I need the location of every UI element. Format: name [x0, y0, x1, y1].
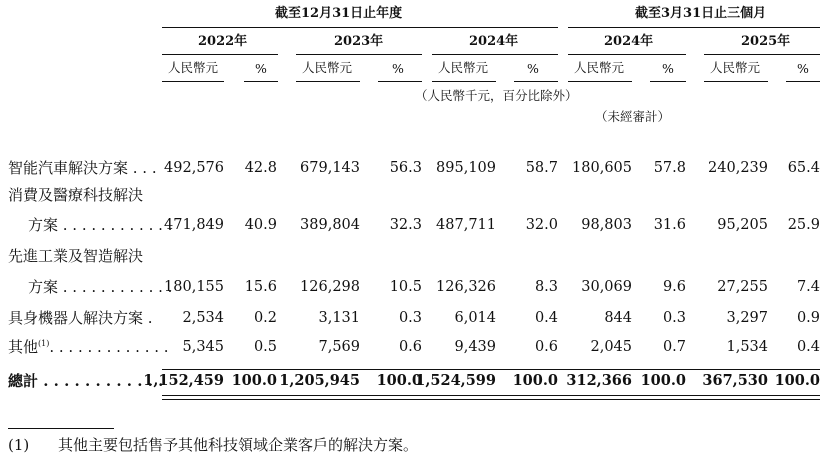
- rule-unit-2025q: [704, 81, 768, 82]
- cell-row0-2023-pct: 56.3: [389, 160, 422, 176]
- footnote-text: 其他主要包括售予其他科技領域企業客戶的解決方案。: [58, 436, 419, 454]
- rule-unit-2024q: [568, 81, 632, 82]
- cell-row0-2024q-pct: 57.8: [653, 160, 686, 176]
- cell-row4-2022-pct: 0.5: [253, 339, 277, 355]
- total-top-rule: [162, 369, 820, 370]
- pct-label-2025q: %: [797, 61, 809, 76]
- cell-row2-2024q-amount: 30,069: [581, 279, 632, 295]
- unit-label-2023: 人民幣元: [302, 60, 353, 75]
- row-label-robotics: 具身機器人解決方案 .: [8, 309, 153, 327]
- cell-row1-2025q-pct: 25.9: [787, 217, 820, 233]
- year-2024-quarter: 2024年: [604, 34, 654, 49]
- cell-row4-2025q-amount: 1,534: [726, 339, 768, 355]
- row-label-consumer-medical: 消費及醫療科技解決: [8, 186, 144, 204]
- total-bottom-double-rule: [162, 395, 820, 400]
- cell-row0-2024q-amount: 180,605: [572, 160, 632, 176]
- rule-year-2024-annual: [432, 54, 558, 55]
- header-quarter-group: 截至3月31日止三個月: [635, 6, 767, 21]
- cell-row2-2022-amount: 180,155: [164, 279, 224, 295]
- rule-year-2024-quarter: [568, 54, 686, 55]
- cell-total-2024-pct: 100.0: [512, 372, 558, 389]
- cell-total-2025q-pct: 100.0: [774, 372, 820, 389]
- rule-pct-2024q: [650, 81, 686, 82]
- year-2022: 2022年: [198, 34, 248, 49]
- pct-label-2024q: %: [662, 61, 674, 76]
- rule-year-2025-quarter: [704, 54, 820, 55]
- unit-note: （人民幣千元，百分比除外）: [415, 88, 578, 103]
- row-label-consumer-medical-cont: 方案 . . . . . . . . . . . .: [28, 216, 173, 234]
- row-label-other: [8, 340, 169, 355]
- year-2025-quarter: 2025年: [741, 34, 791, 49]
- cell-row0-2023-amount: 679,143: [300, 160, 360, 176]
- cell-row0-2024-pct: 58.7: [525, 160, 558, 176]
- cell-row4-2025q-pct: 0.4: [796, 339, 820, 355]
- year-2024-annual: 2024年: [469, 34, 519, 49]
- cell-row1-2023-pct: 32.3: [389, 217, 422, 233]
- unaudited-note: （未經審計）: [595, 109, 671, 124]
- footnote-ref-1: (1): [38, 339, 50, 348]
- cell-row3-2022-pct: 0.2: [253, 310, 277, 326]
- cell-row4-2024-pct: 0.6: [534, 339, 558, 355]
- cell-row1-2024-pct: 32.0: [525, 217, 558, 233]
- cell-row1-2023-amount: 389,804: [300, 217, 360, 233]
- rule-unit-2024: [432, 81, 496, 82]
- cell-total-2024q-amount: 312,366: [566, 372, 632, 389]
- rule-unit-2022: [162, 81, 224, 82]
- cell-row3-2025q-pct: 0.9: [796, 310, 820, 326]
- rule-quarter-group: [568, 27, 820, 28]
- cell-row4-2024q-amount: 2,045: [590, 339, 632, 355]
- year-2023: 2023年: [334, 34, 384, 49]
- rule-pct-2024: [514, 81, 558, 82]
- cell-row2-2025q-pct: 7.4: [796, 279, 820, 295]
- cell-row0-2022-amount: 492,576: [164, 160, 224, 176]
- rule-pct-2025q: [786, 81, 820, 82]
- cell-row2-2022-pct: 15.6: [244, 279, 277, 295]
- cell-total-2024q-pct: 100.0: [640, 372, 686, 389]
- rule-pct-2022: [244, 81, 278, 82]
- cell-row4-2023-pct: 0.6: [398, 339, 422, 355]
- cell-row3-2022-amount: 2,534: [182, 310, 224, 326]
- cell-row4-2022-amount: 5,345: [182, 339, 224, 355]
- unit-label-2024: 人民幣元: [438, 60, 489, 75]
- cell-row0-2024-amount: 895,109: [436, 160, 496, 176]
- cell-total-2025q-amount: 367,530: [702, 372, 768, 389]
- row-label-total: 總計 . . . . . . . . . . . .: [8, 372, 164, 390]
- cell-row0-2025q-amount: 240,239: [708, 160, 768, 176]
- cell-row2-2023-amount: 126,298: [300, 279, 360, 295]
- cell-row3-2024-amount: 6,014: [454, 310, 496, 326]
- row-label-other-dots: . . . . . . . . . . . . .: [49, 338, 169, 356]
- pct-label-2024: %: [527, 61, 539, 76]
- cell-row2-2025q-amount: 27,255: [717, 279, 768, 295]
- cell-row2-2024q-pct: 9.6: [662, 279, 686, 295]
- cell-row2-2024-amount: 126,326: [436, 279, 496, 295]
- cell-total-2024-amount: 1,524,599: [415, 372, 496, 389]
- rule-year-2022: [162, 54, 278, 55]
- unit-label-2022: 人民幣元: [168, 60, 219, 75]
- rule-pct-2023: [378, 81, 422, 82]
- unit-label-2025q: 人民幣元: [710, 60, 761, 75]
- unit-label-2024q: 人民幣元: [574, 60, 625, 75]
- cell-row1-2022-amount: 471,849: [164, 217, 224, 233]
- row-label-smart-auto: 智能汽車解決方案 . . .: [8, 159, 157, 177]
- pct-label-2022: %: [255, 61, 267, 76]
- cell-row2-2023-pct: 10.5: [389, 279, 422, 295]
- rule-unit-2023: [296, 81, 360, 82]
- header-annual-group: 截至12月31日止年度: [275, 6, 403, 21]
- cell-row4-2023-amount: 7,569: [318, 339, 360, 355]
- row-label-other-text: 其他: [8, 338, 39, 356]
- cell-total-2023-pct: 100.0: [376, 372, 422, 389]
- footnote-rule: [8, 428, 114, 429]
- cell-row3-2024-pct: 0.4: [534, 310, 558, 326]
- cell-row2-2024-pct: 8.3: [534, 279, 558, 295]
- cell-row3-2023-pct: 0.3: [398, 310, 422, 326]
- cell-row1-2024-amount: 487,711: [436, 217, 496, 233]
- rule-annual-group: [162, 27, 558, 28]
- cell-row1-2024q-pct: 31.6: [653, 217, 686, 233]
- cell-row3-2024q-pct: 0.3: [662, 310, 686, 326]
- footnote-marker: (1): [8, 436, 30, 454]
- cell-row3-2024q-amount: 844: [604, 310, 632, 326]
- cell-row0-2025q-pct: 65.4: [787, 160, 820, 176]
- cell-total-2022-pct: 100.0: [231, 372, 277, 389]
- cell-row1-2025q-amount: 95,205: [717, 217, 768, 233]
- row-label-industrial-cont: 方案 . . . . . . . . . . . .: [28, 278, 173, 296]
- cell-row1-2022-pct: 40.9: [244, 217, 277, 233]
- cell-row3-2023-amount: 3,131: [318, 310, 360, 326]
- cell-total-2022-amount: 1,152,459: [143, 372, 224, 389]
- pct-label-2023: %: [392, 61, 404, 76]
- cell-row3-2025q-amount: 3,297: [726, 310, 768, 326]
- cell-row0-2022-pct: 42.8: [244, 160, 277, 176]
- cell-total-2023-amount: 1,205,945: [279, 372, 360, 389]
- cell-row1-2024q-amount: 98,803: [581, 217, 632, 233]
- cell-row4-2024-amount: 9,439: [454, 339, 496, 355]
- cell-row4-2024q-pct: 0.7: [662, 339, 686, 355]
- row-label-industrial: 先進工業及智造解決: [8, 247, 144, 265]
- rule-year-2023: [296, 54, 422, 55]
